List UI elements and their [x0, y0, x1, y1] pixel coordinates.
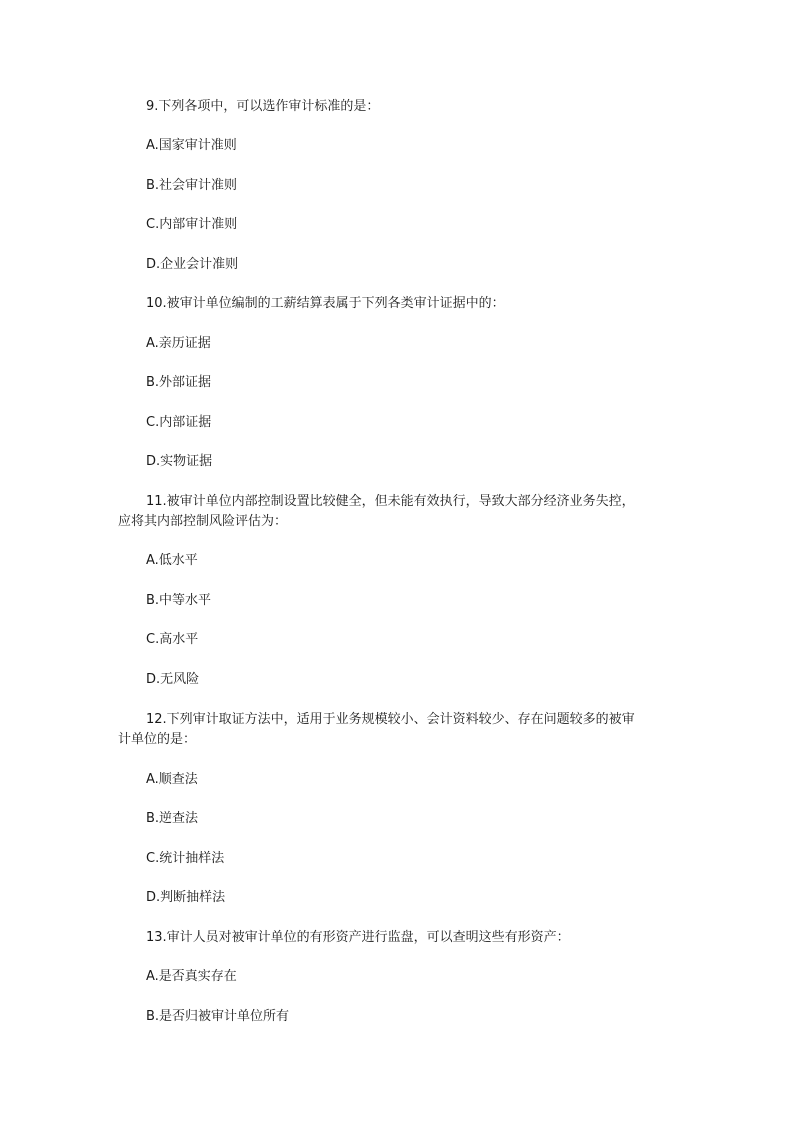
question-12-text-line-2: 计单位的是：: [118, 732, 197, 747]
question-10-option-b: B.外部证据: [146, 375, 212, 390]
question-12-option-b: B.逆查法: [146, 811, 199, 826]
question-11-text-line-2: 应将其内部控制风险评估为：: [118, 514, 288, 529]
question-13-option-a: A.是否真实存在: [146, 969, 237, 984]
question-13-option-b: B.是否归被审计单位所有: [146, 1009, 290, 1024]
question-11-option-c: C.高水平: [146, 632, 199, 647]
question-11-text-line-1: 11.被审计单位内部控制设置比较健全，但未能有效执行，导致大部分经济业务失控，: [146, 494, 635, 509]
question-13-text: 13.审计人员对被审计单位的有形资产进行监盘，可以查明这些有形资产：: [146, 930, 570, 945]
question-12-text-line-1: 12.下列审计取证方法中，适用于业务规模较小、会计资料较少、存在问题较多的被审: [146, 712, 635, 727]
question-11-option-a: A.低水平: [146, 553, 198, 568]
question-10-option-d: D.实物证据: [146, 454, 213, 469]
question-12-option-d: D.判断抽样法: [146, 890, 226, 905]
question-12-option-a: A.顺查法: [146, 772, 198, 787]
question-12-option-c: C.统计抽样法: [146, 851, 225, 866]
question-11-option-b: B.中等水平: [146, 593, 212, 608]
question-9-option-d: D.企业会计准则: [146, 257, 239, 272]
question-10-text: 10.被审计单位编制的工薪结算表属于下列各类审计证据中的：: [146, 296, 505, 311]
question-9-text: 9.下列各项中，可以选作审计标准的是：: [146, 99, 380, 114]
question-9-option-b: B.社会审计准则: [146, 178, 238, 193]
question-9-option-c: C.内部审计准则: [146, 217, 238, 232]
question-9-option-a: A.国家审计准则: [146, 138, 237, 153]
question-11-option-d: D.无风险: [146, 672, 200, 687]
question-10-option-c: C.内部证据: [146, 415, 212, 430]
question-10-option-a: A.亲历证据: [146, 336, 211, 351]
